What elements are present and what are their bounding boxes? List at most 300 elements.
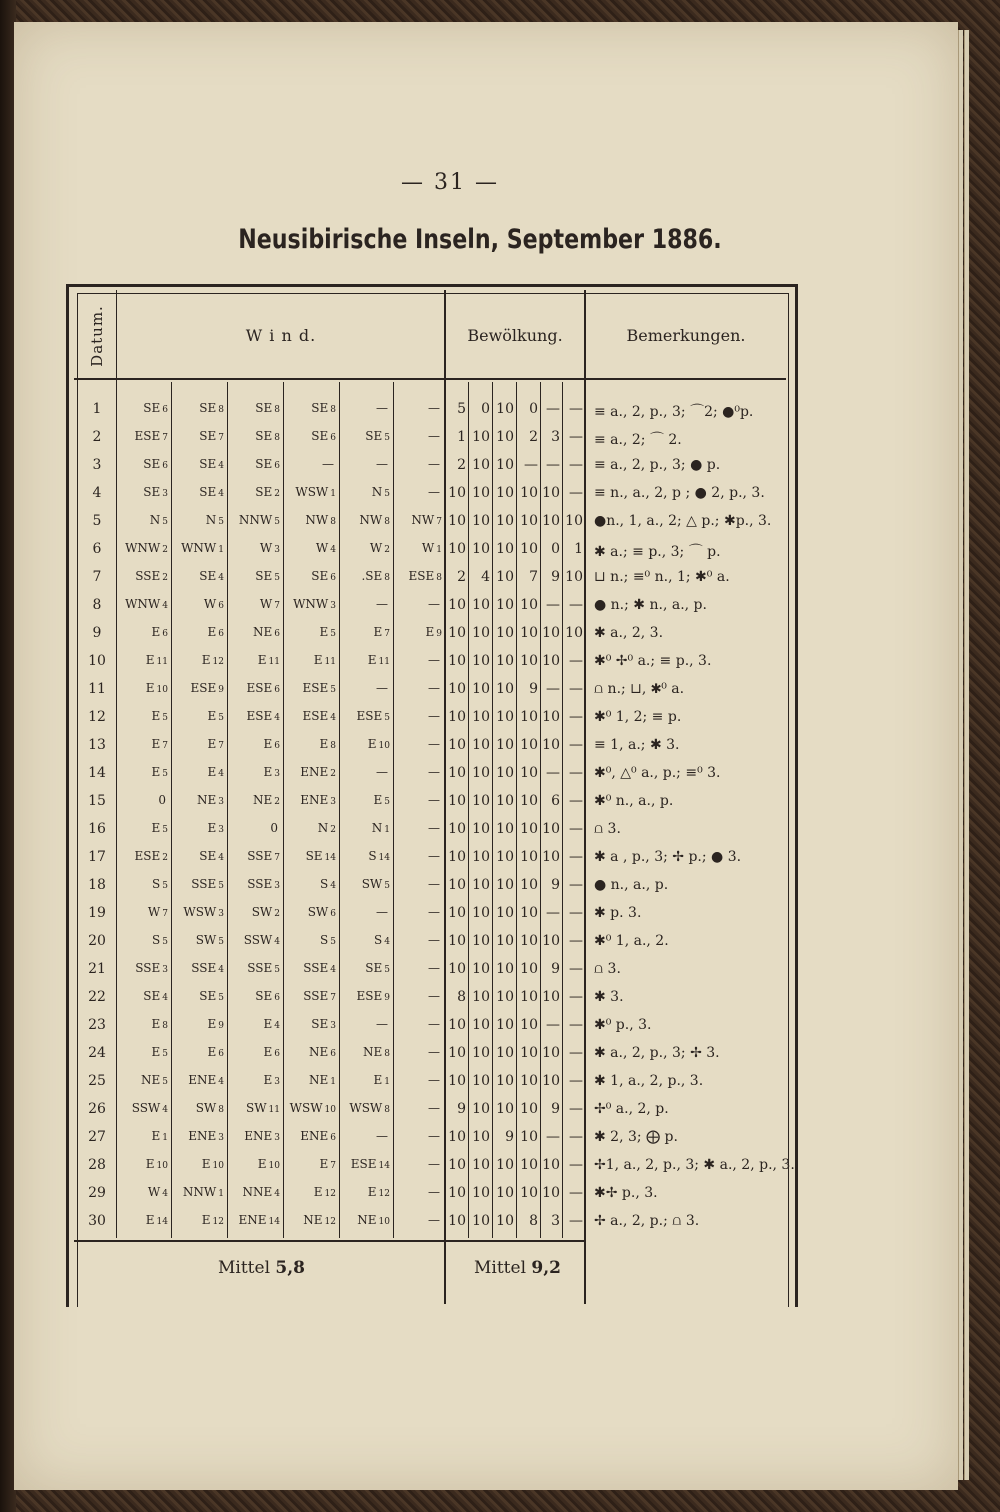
- table-row: [0, 1012, 1000, 1040]
- cell-wind: [293, 597, 336, 611]
- cell-wind: [376, 401, 390, 415]
- cell-wind: [363, 1045, 390, 1059]
- cell-day: 3: [92, 457, 102, 473]
- cell-wind: [247, 961, 280, 975]
- wind-force: 10: [268, 1161, 280, 1171]
- cell-wind: [197, 793, 224, 807]
- wind-direction: NE: [141, 1073, 161, 1087]
- cell-cloud: 10: [448, 485, 466, 501]
- cell-wind: [255, 485, 280, 499]
- cell-wind: [247, 849, 280, 863]
- cell-cloud: 10: [472, 429, 490, 445]
- cell-remark: ✱ p. 3.: [594, 905, 642, 921]
- wind-force: 9: [436, 629, 442, 639]
- cell-cloud: 2: [457, 569, 466, 585]
- wind-force: 2: [384, 545, 390, 555]
- cell-cloud: 10: [496, 709, 514, 725]
- cell-wind: [208, 1045, 225, 1059]
- cell-wind: [428, 1073, 442, 1087]
- cell-cloud: 10: [520, 653, 538, 669]
- cell-wind: [316, 541, 336, 555]
- wind-direction: SW: [245, 1101, 267, 1115]
- cell-wind: [208, 737, 225, 751]
- cell-cloud: —: [569, 765, 583, 781]
- table-row: [0, 564, 1000, 592]
- cell-cloud: —: [546, 457, 560, 473]
- cell-cloud: —: [546, 597, 560, 613]
- cell-cloud: 10: [542, 625, 560, 641]
- cell-wind: [132, 1101, 168, 1115]
- table-row: [0, 1040, 1000, 1068]
- cell-wind: [135, 569, 168, 583]
- cell-wind: [152, 709, 169, 723]
- wind-force: 1: [330, 489, 336, 499]
- cell-cloud: —: [546, 1017, 560, 1033]
- wind-direction: E: [151, 709, 161, 723]
- cell-wind: [202, 1157, 224, 1171]
- cell-cloud: 10: [496, 625, 514, 641]
- wind-direction: SE: [305, 849, 323, 863]
- wind-direction: E: [201, 653, 211, 667]
- wind-force: 4: [162, 1189, 168, 1199]
- cell-remark: ✱ 2, 3; ⨁ p.: [594, 1129, 678, 1145]
- wind-direction: SE: [365, 961, 383, 975]
- cell-cloud: 10: [448, 877, 466, 893]
- cell-wind: [303, 1213, 336, 1227]
- wind-direction: NE: [309, 1073, 329, 1087]
- wind-mean: [218, 1258, 305, 1278]
- wind-direction: ESE: [302, 681, 329, 695]
- cell-remark: ●n., 1, a., 2; △ p.; ✱p., 3.: [594, 513, 772, 529]
- wind-direction: E: [201, 1157, 211, 1171]
- cell-wind: [428, 737, 442, 751]
- cell-wind: [320, 877, 336, 891]
- cell-wind: [239, 513, 280, 527]
- wind-force: 3: [274, 545, 280, 555]
- cell-day: 7: [92, 569, 102, 585]
- wind-force: 3: [162, 489, 168, 499]
- cell-cloud: 10: [542, 1045, 560, 1061]
- table-row: [0, 788, 1000, 816]
- cell-cloud: 10: [472, 709, 490, 725]
- wind-direction: SSE: [191, 877, 217, 891]
- cell-wind: [206, 513, 224, 527]
- wind-direction: —: [428, 1101, 440, 1115]
- wind-direction: E: [207, 765, 217, 779]
- cell-cloud: 10: [520, 849, 538, 865]
- cell-cloud: 10: [520, 821, 538, 837]
- cell-cloud: 10: [520, 793, 538, 809]
- cell-wind: [152, 1045, 169, 1059]
- wind-direction: E: [263, 737, 273, 751]
- cell-cloud: 10: [542, 1073, 560, 1089]
- cell-wind: [314, 653, 336, 667]
- wind-direction: SE: [143, 457, 161, 471]
- cell-cloud: 10: [496, 429, 514, 445]
- header-divider: [74, 378, 786, 380]
- cell-cloud: 10: [496, 849, 514, 865]
- wind-direction: ENE: [300, 765, 329, 779]
- wind-direction: —: [376, 905, 388, 919]
- cell-wind: [428, 709, 442, 723]
- cell-wind: [351, 1157, 390, 1171]
- wind-direction: —: [428, 821, 440, 835]
- wind-force: 8: [384, 1049, 390, 1059]
- cell-wind: [314, 1185, 336, 1199]
- wind-direction: —: [376, 681, 388, 695]
- wind-force: 5: [330, 685, 336, 695]
- wind-direction: E: [263, 1073, 273, 1087]
- cell-cloud: 10: [472, 849, 490, 865]
- cell-cloud: 6: [551, 793, 560, 809]
- cell-wind: [428, 597, 442, 611]
- wind-direction: WNW: [125, 597, 161, 611]
- cell-remark: ✱⁰, △⁰ a., p.; ≡⁰ 3.: [594, 765, 721, 781]
- cell-cloud: 10: [472, 1185, 490, 1201]
- cell-cloud: 10: [448, 1129, 466, 1145]
- wind-direction: SSW: [243, 933, 273, 947]
- wind-mean-value: 5,8: [275, 1258, 305, 1278]
- wind-force: 6: [218, 601, 224, 611]
- wind-direction: W: [147, 905, 161, 919]
- cell-day: 29: [88, 1185, 106, 1201]
- wind-direction: SW: [195, 1101, 217, 1115]
- cell-day: 6: [92, 541, 102, 557]
- cell-wind: [141, 1073, 168, 1087]
- cell-day: 16: [88, 821, 106, 837]
- wind-direction: E: [263, 765, 273, 779]
- wind-force: 3: [330, 1021, 336, 1031]
- wind-force: 5: [218, 713, 224, 723]
- cell-cloud: 10: [472, 1045, 490, 1061]
- cell-wind: [244, 1129, 280, 1143]
- wind-force: 5: [384, 489, 390, 499]
- cell-cloud: —: [569, 429, 583, 445]
- cell-wind: [264, 765, 281, 779]
- cell-remark: ✱⁰ n., a., p.: [594, 793, 674, 809]
- wind-direction: E: [207, 1017, 217, 1031]
- wind-force: 1: [330, 1077, 336, 1087]
- wind-force: 4: [274, 1189, 280, 1199]
- wind-direction: SW: [195, 933, 217, 947]
- cell-day: 24: [88, 1045, 106, 1061]
- wind-direction: SW: [307, 905, 329, 919]
- cell-wind: [428, 989, 442, 1003]
- wind-direction: —: [428, 1129, 440, 1143]
- wind-force: 2: [330, 825, 336, 835]
- cell-cloud: 10: [496, 765, 514, 781]
- wind-force: 5: [162, 713, 168, 723]
- wind-direction: E: [373, 625, 383, 639]
- cell-cloud: 10: [520, 961, 538, 977]
- wind-force: 8: [330, 405, 336, 415]
- cell-cloud: 10: [472, 457, 490, 473]
- cell-wind: [428, 849, 442, 863]
- cell-cloud: 10: [496, 681, 514, 697]
- cell-remark: ● n.; ✱ n., a., p.: [594, 597, 707, 613]
- cell-wind: [260, 541, 280, 555]
- wind-force: 12: [378, 1189, 390, 1199]
- cell-cloud: —: [546, 905, 560, 921]
- wind-force: 7: [274, 601, 280, 611]
- wind-direction: —: [376, 597, 388, 611]
- wind-direction: SE: [199, 401, 217, 415]
- wind-force: 8: [384, 1105, 390, 1115]
- wind-force: 4: [162, 1105, 168, 1115]
- wind-force: 12: [324, 1217, 336, 1227]
- cell-wind: [318, 821, 336, 835]
- cell-wind: [428, 1213, 442, 1227]
- cell-cloud: 10: [472, 681, 490, 697]
- wind-force: 2: [162, 573, 168, 583]
- cell-wind: [125, 597, 168, 611]
- wind-direction: SE: [255, 429, 273, 443]
- wind-force: 8: [218, 1105, 224, 1115]
- cell-cloud: —: [569, 1101, 583, 1117]
- wind-direction: SE: [199, 429, 217, 443]
- cell-remark: ✢1, a., 2, p., 3; ✱ a., 2, p., 3.: [594, 1157, 795, 1173]
- cell-cloud: —: [569, 1213, 583, 1229]
- cell-remark: ✱⁰ p., 3.: [594, 1017, 652, 1033]
- wind-direction: E: [319, 1157, 329, 1171]
- cell-wind: [365, 429, 390, 443]
- cell-cloud: 10: [496, 541, 514, 557]
- cell-cloud: 10: [448, 1213, 466, 1229]
- wind-direction: SE: [311, 429, 329, 443]
- cell-cloud: 10: [448, 597, 466, 613]
- cell-cloud: 10: [496, 1101, 514, 1117]
- wind-direction: —: [428, 401, 440, 415]
- wind-force: 5: [218, 937, 224, 947]
- cell-cloud: 10: [496, 513, 514, 529]
- wind-direction: —: [322, 457, 334, 471]
- cell-wind: [320, 1157, 337, 1171]
- cell-cloud: 10: [542, 849, 560, 865]
- cell-wind: [150, 513, 168, 527]
- wind-force: 6: [330, 433, 336, 443]
- cell-cloud: 9: [551, 569, 560, 585]
- cell-remark: ✱ a., 2, p., 3; ✢ 3.: [594, 1045, 720, 1061]
- table-row: [0, 900, 1000, 928]
- cell-cloud: 10: [542, 1157, 560, 1173]
- wind-direction: 0: [270, 821, 278, 835]
- cell-cloud: 10: [448, 709, 466, 725]
- cell-cloud: 10: [520, 1157, 538, 1173]
- wind-direction: S: [368, 849, 377, 863]
- wind-force: 3: [274, 769, 280, 779]
- wind-direction: NW: [359, 513, 383, 527]
- cell-wind: [311, 401, 336, 415]
- wind-force: 6: [218, 629, 224, 639]
- cell-remark: ✱ 3.: [594, 989, 624, 1005]
- wind-direction: SE: [365, 429, 383, 443]
- wind-force: 6: [330, 1133, 336, 1143]
- wind-force: 4: [218, 853, 224, 863]
- cell-wind: [303, 961, 336, 975]
- cell-wind: [202, 1213, 224, 1227]
- cell-remark: ✱ a.; ≡ p., 3; ⌒ p.: [594, 544, 721, 560]
- wind-force: 11: [268, 1105, 280, 1115]
- cell-cloud: 10: [565, 513, 583, 529]
- table-row: [0, 508, 1000, 536]
- cell-remark: ≡ 1, a.; ✱ 3.: [594, 737, 680, 753]
- cell-wind: [311, 569, 336, 583]
- cell-cloud: 10: [496, 961, 514, 977]
- cell-wind: [146, 1213, 168, 1227]
- wind-direction: E: [151, 765, 161, 779]
- wind-direction: SW: [251, 905, 273, 919]
- cell-wind: [320, 933, 336, 947]
- cell-wind: [255, 429, 280, 443]
- cell-cloud: 10: [472, 1213, 490, 1229]
- cell-wind: [264, 1017, 281, 1031]
- wind-force: 11: [324, 657, 336, 667]
- cell-cloud: 10: [472, 1073, 490, 1089]
- cell-cloud: 10: [472, 793, 490, 809]
- wind-force: 6: [274, 741, 280, 751]
- wind-direction: NE: [253, 625, 273, 639]
- wind-force: 14: [324, 853, 336, 863]
- wind-force: 5: [162, 1077, 168, 1087]
- wind-direction: SSW: [131, 1101, 161, 1115]
- wind-force: 8: [384, 517, 390, 527]
- table-row: [0, 1124, 1000, 1152]
- cell-cloud: —: [546, 401, 560, 417]
- cell-cloud: —: [569, 653, 583, 669]
- wind-direction: SE: [255, 401, 273, 415]
- cell-wind: [143, 485, 168, 499]
- cell-cloud: 10: [520, 905, 538, 921]
- cell-cloud: —: [569, 793, 583, 809]
- wind-force: 4: [330, 713, 336, 723]
- cell-wind: [191, 681, 224, 695]
- cell-cloud: 10: [496, 653, 514, 669]
- cell-wind: [152, 1017, 169, 1031]
- cell-cloud: 10: [496, 401, 514, 417]
- wind-force: 10: [378, 1217, 390, 1227]
- cell-wind: [306, 849, 336, 863]
- wind-direction: ENE: [238, 1213, 267, 1227]
- wind-direction: —: [428, 933, 440, 947]
- cell-wind: [428, 1185, 442, 1199]
- wind-direction: N: [317, 821, 329, 835]
- wind-direction: ESE: [134, 849, 161, 863]
- cell-cloud: 10: [520, 1101, 538, 1117]
- cell-day: 11: [88, 681, 106, 697]
- cell-cloud: —: [569, 485, 583, 501]
- cell-wind: [295, 485, 336, 499]
- cell-wind: [264, 737, 281, 751]
- wind-direction: ENE: [300, 793, 329, 807]
- cell-wind: [199, 401, 224, 415]
- header-bewoelkung: Bewölkung.: [467, 326, 563, 345]
- cell-wind: [376, 597, 390, 611]
- wind-direction: W: [315, 541, 329, 555]
- cell-cloud: 10: [496, 989, 514, 1005]
- wind-force: 10: [212, 1161, 224, 1171]
- cell-day: 1: [92, 401, 102, 417]
- wind-force: 5: [274, 517, 280, 527]
- cell-remark: ✱⁰ 1, 2; ≡ p.: [594, 709, 682, 725]
- header-datum: [78, 296, 116, 376]
- cell-day: 27: [88, 1129, 106, 1145]
- wind-force: 3: [330, 797, 336, 807]
- cell-wind: [374, 625, 391, 639]
- wind-force: 6: [218, 1049, 224, 1059]
- cell-wind: [146, 1157, 168, 1171]
- wind-direction: SE: [143, 401, 161, 415]
- wind-direction: E: [151, 1045, 161, 1059]
- cell-cloud: —: [569, 961, 583, 977]
- wind-force: 5: [162, 825, 168, 835]
- cell-wind: [255, 989, 280, 1003]
- wind-direction: E: [319, 625, 329, 639]
- cell-cloud: 10: [472, 1157, 490, 1173]
- wind-direction: NNW: [238, 513, 273, 527]
- cloud-mean-value: 9,2: [531, 1258, 561, 1278]
- cell-cloud: 10: [542, 933, 560, 949]
- table-row: [0, 1068, 1000, 1096]
- cell-remark: ≡ a., 2; ⌒ 2.: [594, 432, 682, 448]
- wind-direction: SSE: [247, 877, 273, 891]
- cell-wind: [409, 569, 442, 583]
- wind-direction: WSW: [349, 1101, 383, 1115]
- cell-remark: ✢ a., 2, p.; ⩍ 3.: [594, 1213, 700, 1229]
- cell-cloud: 9: [551, 877, 560, 893]
- cell-wind: [152, 821, 169, 835]
- cell-day: 30: [88, 1213, 106, 1229]
- wind-direction: WSW: [295, 485, 329, 499]
- wind-force: 8: [436, 573, 442, 583]
- wind-direction: —: [428, 737, 440, 751]
- wind-force: 11: [268, 657, 280, 667]
- cell-wind: [300, 765, 336, 779]
- cell-wind: [359, 513, 390, 527]
- wind-direction: W: [203, 597, 217, 611]
- table-row: [0, 452, 1000, 480]
- table-row: [0, 536, 1000, 564]
- cell-remark: ✱ a , p., 3; ✢ p.; ● 3.: [594, 849, 742, 865]
- cell-cloud: 10: [496, 1213, 514, 1229]
- wind-force: 5: [218, 993, 224, 1003]
- cell-cloud: —: [569, 681, 583, 697]
- wind-force: 3: [218, 825, 224, 835]
- wind-force: 4: [218, 461, 224, 471]
- wind-direction: ESE: [302, 709, 329, 723]
- cell-cloud: —: [569, 457, 583, 473]
- cloud-mean: [474, 1258, 561, 1278]
- wind-direction: E: [319, 737, 329, 751]
- table-row: [0, 956, 1000, 984]
- wind-force: 4: [218, 965, 224, 975]
- cell-cloud: 10: [472, 821, 490, 837]
- cell-cloud: 10: [472, 597, 490, 613]
- wind-direction: E: [151, 821, 161, 835]
- cell-cloud: —: [569, 989, 583, 1005]
- cell-cloud: 10: [496, 933, 514, 949]
- cell-wind: [428, 1045, 442, 1059]
- cell-cloud: 10: [520, 625, 538, 641]
- cell-remark: ⩍ 3.: [594, 961, 621, 977]
- cell-wind: [247, 681, 280, 695]
- cell-day: 8: [92, 597, 102, 613]
- cell-wind: [148, 905, 168, 919]
- header-wind: W i n d.: [245, 326, 317, 345]
- wind-force: 3: [274, 1077, 280, 1087]
- wind-direction: —: [428, 1073, 440, 1087]
- table-row: [0, 760, 1000, 788]
- cell-cloud: 10: [565, 569, 583, 585]
